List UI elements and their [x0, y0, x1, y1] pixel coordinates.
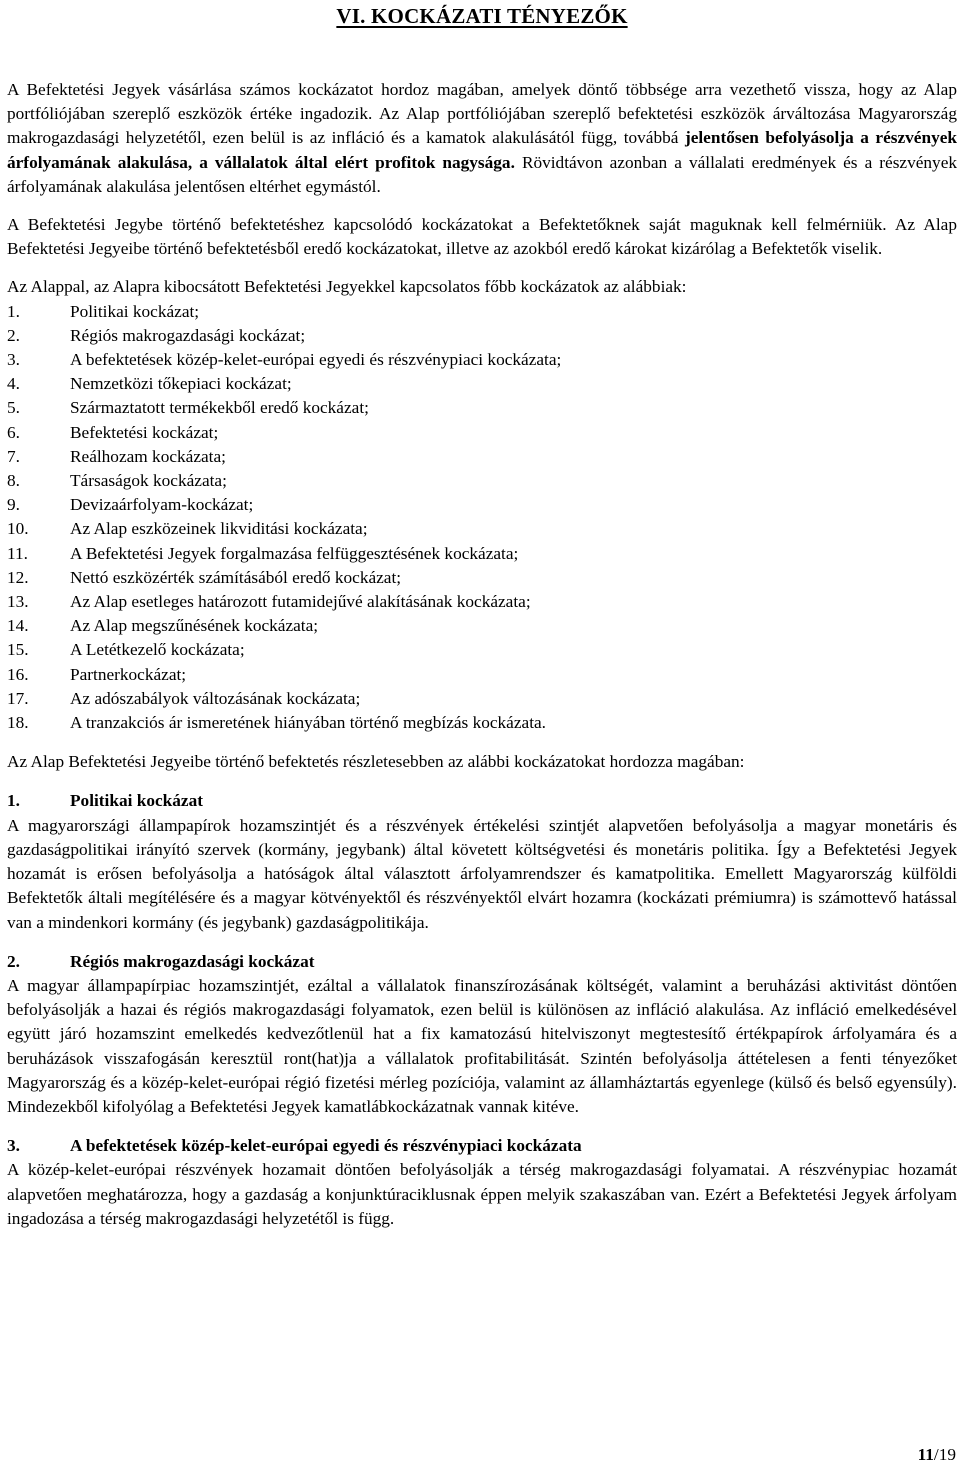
section-cee-equity-risk	[7, 1134, 957, 1231]
section-regional-macro-risk	[7, 950, 957, 1119]
section-heading: 2. Régiós makrogazdasági kockázat	[7, 951, 315, 971]
page-number-current: 11	[917, 1445, 934, 1464]
list-item: 11. A Befektetési Jegyek forgalmazása felfüggesztésének kockázata;	[7, 543, 519, 563]
list-item: 10. Az Alap eszközeinek likviditási kockázata;	[7, 519, 368, 539]
list-item: 3. A befektetések közép-kelet-európai egyedi és részvénypiaci kockázata;	[7, 350, 562, 370]
list-item: 18. A tranzakciós ár ismeretének hiányában történő megbízás kockázata.	[7, 713, 546, 733]
page-number-total: 19	[938, 1445, 956, 1464]
list-item: 13. Az Alap esetleges határozott futamidejűvé alakításának kockázata;	[7, 592, 531, 612]
list-item: 14. Az Alap megszűnésének kockázata;	[7, 616, 319, 636]
section-heading: 1. Politikai kockázat	[7, 791, 203, 811]
page-number	[918, 1443, 956, 1467]
list-item: 2. Régiós makrogazdasági kockázat;	[7, 325, 306, 345]
list-item: 12. Nettó eszközérték számításából eredő kockázat;	[7, 567, 402, 587]
list-item: 4. Nemzetközi tőkepiaci kockázat;	[7, 374, 292, 394]
list-item: 7. Reálhozam kockázata;	[7, 446, 226, 466]
section-political-risk	[7, 789, 957, 934]
risk-list	[7, 300, 957, 736]
section-body: A magyarországi állampapírok hozamszintjét és a részvények értékelési szintjét alapvetően befolyásolja a magyar monetáris és gazdaságpolitikai irányító szervek (kormány, jegybank) által követett költségvetési és monetáris politika. Így a Befektetési Jegyek hozamát is erősen befolyásolja a hatóságok által választott árfolyamrendszer és kamatpolitika. Emellett Magyarország külföldi Befektetők általi megítélésére és a magyar kötvényektől és részvényektől elvárt hozamra (kockázati prémiumra) is számottevő hatással van a mindenkori kormány (és jegybank) gazdaságpolitikája.	[7, 815, 957, 932]
detail-intro: Az Alap Befektetési Jegyeibe történő befektetés részletesebben az alábbi kockázatokat hordozza magában:	[7, 752, 745, 772]
section-body: A magyar állampapírpiac hozamszintjét, ezáltal a vállalatok finanszírozásának költségét, valamint a beruházási aktivitást döntően befolyásolják a hazai és régiós makrogazdasági folyamatok, ezen belül is különösen az infláció alakulása. Az infláció emelkedésével együtt járó hozamszint emelkedés kedvezőtlenül hat a fix kamatozású hitelviszonyt megtestesítő értékpapírok árfolyamára és a beruházások visszafogásán keresztül ront(hat)ja a vállalatok profitabilitását. Szintén befolyásolja áttételesen a fenti tényezőket Magyarország és a közép-kelet-európai régió fizetési mérleg pozíciója, valamint az államháztartás egyenlege (külső és belső egyensúly). Mindezekből kifolyólag a Befektetési Jegyek kamatlábkockázatnak vannak kitéve.	[7, 975, 957, 1116]
intro-paragraph-1	[7, 78, 957, 199]
section-heading: 3. A befektetések közép-kelet-európai egyedi és részvénypiaci kockázata	[7, 1136, 582, 1156]
list-item: 17. Az adószabályok változásának kockázata;	[7, 688, 361, 708]
page-title: VI. KOCKÁZATI TÉNYEZŐK	[336, 4, 628, 28]
risk-list-intro: Az Alappal, az Alapra kibocsátott Befektetési Jegyekkel kapcsolatos főbb kockázatok az alábbiak:	[7, 277, 687, 297]
intro-paragraph-2: A Befektetési Jegybe történő befektetéshez kapcsolódó kockázatokat a Befektetőknek saját maguknak kell felmérniük. Az Alap Befektetési Jegyeibe történő befektetésből eredő kockázatokat, illetve az azokból eredő károkat kizárólag a Befektetők viselik.	[7, 215, 957, 259]
intro-text-c: Rövidtávon azonban a vállalati eredmények és a részvények árfolyamának alakulása jelentősen eltérhet egymástól.	[7, 152, 958, 196]
list-item: 9. Devizaárfolyam-kockázat;	[7, 495, 254, 515]
list-item: 15. A Letétkezelő kockázata;	[7, 640, 245, 660]
page-number-separator: /	[933, 1445, 939, 1464]
list-item: 1. Politikai kockázat;	[7, 301, 200, 321]
section-body: A közép-kelet-európai részvények hozamait döntően befolyásolják a térség makrogazdasági folyamatai. A részvénypiac hozamát alapvetően meghatározza, hogy a gazdaság a konjunktúraciklusnak éppen melyik szakaszában van. Ezért a Befektetési Jegyek árfolyam ingadozása a térség makrogazdasági helyzetétől is függ.	[7, 1160, 957, 1228]
list-item: 8. Társaságok kockázata;	[7, 471, 227, 491]
intro-text-a: A Befektetési Jegyek vásárlása számos kockázatot hordoz magában, amelyek döntő többsége arra vezethető vissza, hogy az Alap portfóliójában szereplő eszközök értéke ingadozik. Az Alap portfóliójában szereplő befektetési eszközök árváltozása Magyarország makrogazdasági helyzetétől, ezen belül is az infláció és a kamatok alakulásától függ, továbbá	[7, 80, 957, 148]
list-item: 16. Partnerkockázat;	[7, 664, 187, 684]
intro-text-bold: jelentősen befolyásolja a részvények árfolyamának alakulása, a vállalatok által elért profitok nagysága.	[7, 128, 957, 172]
list-item: 5. Származtatott termékekből eredő kockázat;	[7, 398, 369, 418]
list-item: 6. Befektetési kockázat;	[7, 422, 219, 442]
document-page	[7, 0, 957, 1231]
